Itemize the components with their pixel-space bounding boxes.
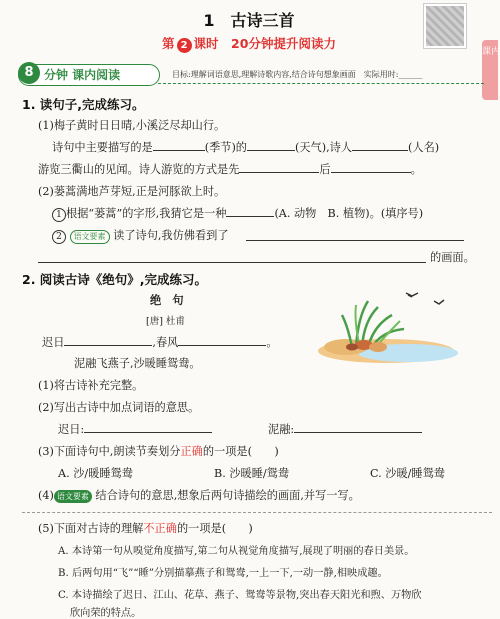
q1-1-text: (季节)的 xyxy=(204,141,247,154)
q2-part-3 xyxy=(38,443,279,459)
q1-sentence-1: (1)梅子黄时日日晴,小溪泛尽却山行。 xyxy=(38,119,226,132)
q2-5-text: (5)下面对古诗的理解 xyxy=(38,522,144,535)
poem-title: 绝 句 xyxy=(150,293,184,307)
season-blank[interactable] xyxy=(153,139,205,151)
q2-2-label: 迟日: xyxy=(58,423,85,436)
travel-first-blank[interactable] xyxy=(239,161,319,173)
q1-2-text: 根据“蒌蒿”的字形,我猜它是一种 xyxy=(66,207,227,220)
q1-2-text: 读了诗句,我仿佛看到了 xyxy=(113,229,229,242)
poem-author: [唐] 杜甫 xyxy=(146,316,185,327)
q2-3-emphasis: 正确 xyxy=(180,445,203,458)
lesson-number-badge: 2 xyxy=(177,38,192,53)
q1-2-line-c: 的画面。 xyxy=(430,251,475,264)
weather-blank[interactable] xyxy=(247,139,295,151)
option-b[interactable]: B. 沙暖睡/鸳鸯 xyxy=(214,467,290,480)
lesson-title: 1 古诗三首 xyxy=(203,11,295,30)
banner-number-badge: 8 xyxy=(18,62,40,84)
poet-name-blank[interactable] xyxy=(352,139,408,151)
q1-1-line-a xyxy=(52,139,439,155)
qr-code-image xyxy=(424,4,466,48)
q2-2-mud-melt xyxy=(268,421,422,437)
poem-text: ,春风 xyxy=(152,336,179,349)
question-1-heading: 1. 读句子,完成练习。 xyxy=(22,97,145,112)
q1-1-line-b xyxy=(38,161,422,177)
option-5c-line-1[interactable]: C. 本诗描绘了迟日、江山、花草、燕子、鸳鸯等景物,突出春天阳光和煦、万物欣 xyxy=(58,590,422,601)
spring-scene-illustration xyxy=(316,287,466,365)
q1-1-text: 。 xyxy=(410,163,422,176)
q2-2-late-day xyxy=(58,421,212,437)
question-2-heading: 2. 阅读古诗《绝句》,完成练习。 xyxy=(22,272,208,287)
poem-line-2: 泥融飞燕子,沙暖睡鸳鸯。 xyxy=(74,357,201,370)
poem-blank-2[interactable] xyxy=(178,334,266,346)
q2-5-text: 的一项是( ) xyxy=(176,522,253,535)
banner-target-text: 目标:理解词语意思,理解诗歌内容,结合诗句想象画面 实际用时:______ xyxy=(172,70,423,79)
answer-area-divider xyxy=(22,512,492,513)
language-element-tag: 语文要素 xyxy=(70,230,110,244)
q2-4-text: (4) xyxy=(38,489,54,502)
q2-5-emphasis: 不正确 xyxy=(143,522,177,535)
q1-2-text: (A. 动物 B. 植物)。(填序号) xyxy=(274,207,424,220)
imagine-scene-blank-1[interactable] xyxy=(246,240,464,241)
q2-part-4 xyxy=(38,487,360,503)
option-5c-line-2: 欣向荣的特点。 xyxy=(70,608,142,619)
q2-3-text: (3)下面诗句中,朗读节奏划分 xyxy=(38,445,181,458)
q1-1-text: (人名) xyxy=(408,141,440,154)
imagine-scene-blank-2[interactable] xyxy=(38,262,426,263)
q2-part-1: (1)将古诗补充完整。 xyxy=(38,379,144,392)
option-c[interactable]: C. 沙暖/睡鸳鸯 xyxy=(370,467,445,480)
banner-label: 分钟 课内阅读 xyxy=(44,68,121,82)
option-5b[interactable]: B. 后两句用“飞”“睡”分别描摹燕子和鸳鸯,一上一下,一动一静,相映成趣。 xyxy=(58,568,388,579)
poem-text: 迟日 xyxy=(42,336,65,349)
option-5a[interactable]: A. 本诗第一句从嗅觉角度描写,第二句从视觉角度描写,展现了明丽的春日美景。 xyxy=(58,546,415,557)
poem-text: 。 xyxy=(266,336,278,349)
subtitle-text: 课时 20分钟提升阅读力 xyxy=(193,36,336,51)
plant-animal-blank[interactable] xyxy=(226,205,274,217)
mud-melt-meaning-blank[interactable] xyxy=(294,421,422,433)
q2-3-text: 的一项是( ) xyxy=(202,445,279,458)
q1-2-line-a xyxy=(52,205,423,222)
q1-2-line-b xyxy=(52,227,229,244)
poem-illustration xyxy=(316,287,466,365)
q1-1-text: 游览三衢山的见闻。诗人游览的方式是先 xyxy=(38,163,240,176)
late-day-meaning-blank[interactable] xyxy=(84,421,212,433)
q1-1-text: (天气),诗人 xyxy=(295,141,353,154)
q1-sentence-2: (2)蒌蒿满地芦芽短,正是河豚欲上时。 xyxy=(38,185,226,198)
section-banner xyxy=(18,62,484,86)
banner-divider xyxy=(158,83,484,84)
q2-2-label: 泥融: xyxy=(268,423,295,436)
travel-then-blank[interactable] xyxy=(331,161,411,173)
circled-number: 2 xyxy=(52,230,66,244)
q2-part-2: (2)写出古诗中加点词语的意思。 xyxy=(38,401,200,414)
q1-1-text: 后 xyxy=(319,163,331,176)
subtitle-prefix: 第 xyxy=(162,36,175,51)
language-element-tag: 语文要素 xyxy=(54,490,92,503)
poem-blank-1[interactable] xyxy=(64,334,152,346)
q2-4-text: 结合诗句的意思,想象后两句诗描绘的画面,并写一写。 xyxy=(95,489,360,502)
q1-1-text: 诗句中主要描写的是 xyxy=(52,141,153,154)
q2-part-5 xyxy=(38,520,253,536)
side-tab: 课内 xyxy=(482,40,498,100)
circled-number: 1 xyxy=(52,208,66,222)
poem-line-1 xyxy=(42,334,278,350)
option-a[interactable]: A. 沙/暖睡鸳鸯 xyxy=(58,467,133,480)
